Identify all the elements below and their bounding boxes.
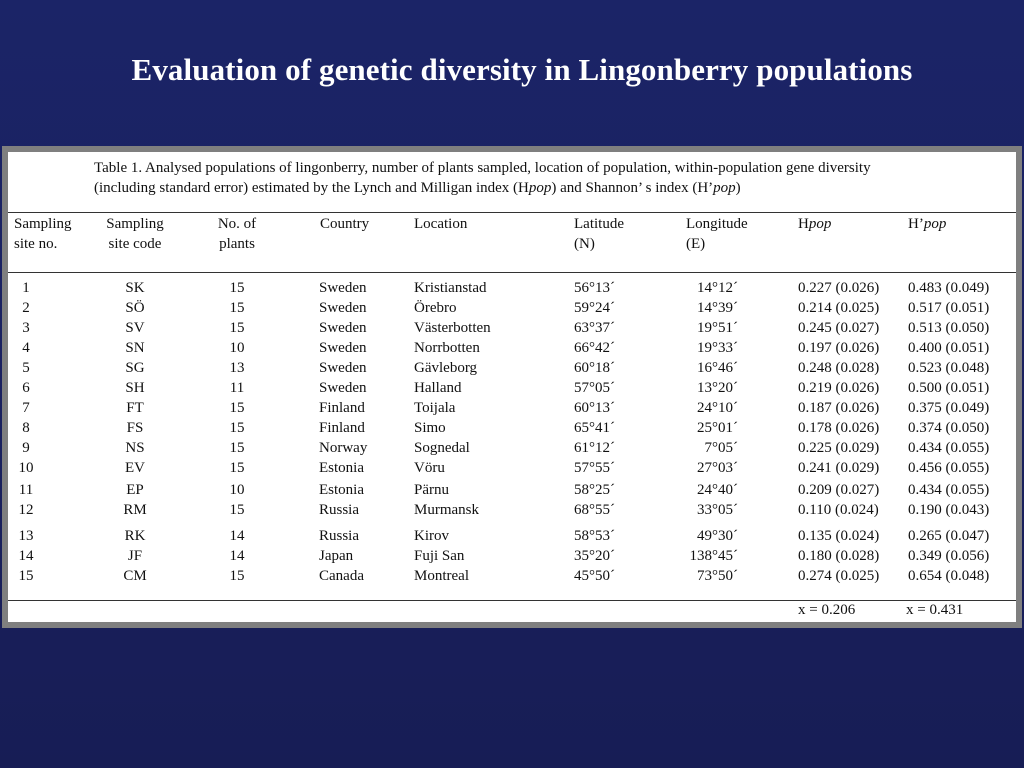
cell-location: Sognedal	[414, 440, 470, 456]
cell-hpop: 0.227 (0.026)	[798, 280, 880, 296]
cell-country: Finland	[319, 400, 365, 416]
header-site-no	[14, 214, 72, 254]
cell-latitude: 66°42´	[574, 340, 615, 356]
header-latitude	[574, 214, 624, 254]
slide-title: Evaluation of genetic diversity in Lingonberry populations	[131, 52, 913, 87]
cell-plants: 15	[229, 400, 245, 416]
cell-latitude: 61°12´	[574, 440, 615, 456]
cell-latitude: 57°05´	[574, 380, 615, 396]
cell-latitude: 63°37´	[574, 320, 615, 336]
caption-italic: pop	[528, 180, 552, 196]
mean-hpop: x = 0.206	[798, 602, 856, 618]
cell-site-code: SN	[125, 340, 145, 356]
cell-site-no: 3	[22, 320, 30, 336]
cell-hpop: 0.214 (0.025)	[798, 300, 880, 316]
cell-longitude: 19°33´	[697, 340, 738, 356]
cell-hpop: 0.110 (0.024)	[798, 502, 879, 518]
cell-site-no: 15	[18, 568, 34, 584]
cell-latitude: 68°55´	[574, 502, 615, 518]
cell-hpop: 0.209 (0.027)	[798, 482, 880, 498]
cell-plants: 15	[229, 300, 245, 316]
cell-longitude: 138°45´	[689, 548, 738, 564]
cell-longitude: 73°50´	[697, 568, 738, 584]
cell-site-code: JF	[127, 548, 143, 564]
header-country	[320, 214, 369, 234]
cell-hpop: 0.219 (0.026)	[798, 380, 880, 396]
cell-country: Japan	[319, 548, 354, 564]
cell-country: Sweden	[319, 380, 367, 396]
cell-longitude: 16°46´	[697, 360, 738, 376]
cell-hpop-shannon: 0.434 (0.055)	[908, 440, 990, 456]
cell-location: Montreal	[414, 568, 469, 584]
cell-site-code: FS	[126, 420, 144, 436]
header-bottom-rule	[8, 272, 1016, 273]
cell-site-code: RK	[124, 528, 146, 544]
cell-latitude: 35°20´	[574, 548, 615, 564]
cell-hpop-shannon: 0.190 (0.043)	[908, 502, 990, 518]
cell-hpop: 0.178 (0.026)	[798, 420, 880, 436]
header-longitude	[686, 214, 748, 254]
cell-site-code: FT	[126, 400, 144, 416]
header-text: (E)	[686, 236, 706, 252]
cell-latitude: 65°41´	[574, 420, 615, 436]
table-frame	[2, 146, 1022, 628]
cell-location: Murmansk	[414, 502, 479, 518]
cell-hpop: 0.180 (0.028)	[798, 548, 880, 564]
cell-country: Norway	[319, 440, 368, 456]
cell-latitude: 57°55´	[574, 460, 615, 476]
cell-hpop: 0.187 (0.026)	[798, 400, 880, 416]
header-text	[798, 214, 831, 234]
cell-hpop-shannon: 0.374 (0.050)	[908, 420, 990, 436]
cell-location: Fuji San	[414, 548, 465, 564]
cell-longitude: 13°20´	[697, 380, 738, 396]
caption-line-1: Table 1. Analysed populations of lingonberry, number of plants sampled, location of population, within-population gene diversity	[94, 160, 871, 176]
cell-plants: 11	[229, 380, 245, 396]
cell-latitude: 45°50´	[574, 568, 615, 584]
header-text: Country	[320, 216, 370, 232]
cell-plants: 15	[229, 420, 245, 436]
cell-country: Sweden	[319, 320, 367, 336]
caption-italic: pop	[713, 180, 736, 196]
cell-plants: 15	[229, 460, 245, 476]
cell-longitude: 27°03´	[697, 460, 738, 476]
cell-hpop: 0.197 (0.026)	[798, 340, 880, 356]
table-bottom-rule	[8, 600, 1016, 601]
cell-country: Sweden	[319, 340, 367, 356]
header-text: (N)	[574, 236, 595, 252]
cell-site-code: SG	[125, 360, 145, 376]
cell-longitude: 19°51´	[697, 320, 738, 336]
header-plants	[196, 214, 278, 254]
cell-site-code: SK	[125, 280, 145, 296]
cell-plants: 10	[229, 482, 245, 498]
caption-text: (including standard error) estimated by the Lynch and Milligan index (H	[94, 180, 529, 196]
cell-plants: 14	[229, 528, 245, 544]
header-text: plants	[219, 236, 255, 252]
header-text: H’	[908, 216, 924, 232]
cell-hpop-shannon: 0.375 (0.049)	[908, 400, 990, 416]
header-text: Longitude	[686, 216, 748, 232]
cell-hpop-shannon: 0.265 (0.047)	[908, 528, 990, 544]
header-text: Location	[414, 216, 468, 232]
cell-site-code: SÖ	[125, 300, 145, 316]
header-text: No. of	[217, 216, 257, 232]
caption-line-2	[94, 178, 1004, 198]
cell-longitude: 7°05´	[704, 440, 738, 456]
cell-location: Simo	[414, 420, 446, 436]
cell-latitude: 58°25´	[574, 482, 615, 498]
cell-location: Pärnu	[414, 482, 449, 498]
cell-site-code: NS	[125, 440, 145, 456]
cell-hpop-shannon: 0.456 (0.055)	[908, 460, 990, 476]
cell-country: Russia	[319, 528, 360, 544]
cell-site-code: CM	[123, 568, 147, 584]
cell-site-code: EV	[125, 460, 145, 476]
cell-site-no: 12	[18, 502, 34, 518]
cell-site-no: 9	[22, 440, 30, 456]
cell-latitude: 60°13´	[574, 400, 615, 416]
cell-site-code: EP	[126, 482, 144, 498]
cell-plants: 15	[229, 440, 245, 456]
header-text	[908, 214, 946, 234]
cell-latitude: 58°53´	[574, 528, 615, 544]
header-text: site code	[108, 236, 162, 252]
cell-country: Estonia	[319, 460, 364, 476]
cell-location: Västerbotten	[414, 320, 491, 336]
cell-site-no: 1	[22, 280, 30, 296]
table-caption	[94, 158, 1004, 198]
table-panel	[8, 152, 1016, 622]
cell-hpop-shannon: 0.523 (0.048)	[908, 360, 990, 376]
cell-plants: 13	[229, 360, 245, 376]
header-italic: pop	[808, 216, 832, 232]
cell-site-no: 10	[18, 460, 34, 476]
cell-location: Toijala	[414, 400, 456, 416]
mean-hpop-shannon: x = 0.431	[906, 602, 964, 618]
cell-country: Russia	[319, 502, 360, 518]
cell-longitude: 25°01´	[697, 420, 738, 436]
cell-site-no: 6	[22, 380, 30, 396]
header-site-code	[94, 214, 176, 254]
cell-country: Finland	[319, 420, 365, 436]
header-italic: pop	[923, 216, 947, 232]
header-text: site no.	[14, 236, 58, 252]
cell-site-no: 2	[22, 300, 30, 316]
cell-plants: 15	[229, 568, 245, 584]
cell-longitude: 24°10´	[697, 400, 738, 416]
header-text: Latitude	[574, 216, 624, 232]
cell-site-no: 11	[18, 482, 34, 498]
cell-latitude: 59°24´	[574, 300, 615, 316]
cell-location: Halland	[414, 380, 462, 396]
cell-hpop-shannon: 0.654 (0.048)	[908, 568, 990, 584]
cell-hpop-shannon: 0.400 (0.051)	[908, 340, 990, 356]
cell-plants: 14	[229, 548, 245, 564]
cell-longitude: 14°12´	[697, 280, 738, 296]
cell-location: Gävleborg	[414, 360, 478, 376]
cell-longitude: 24°40´	[697, 482, 738, 498]
cell-plants: 15	[229, 502, 245, 518]
header-hpop	[798, 214, 831, 234]
header-location	[414, 214, 467, 234]
cell-site-code: SH	[125, 380, 145, 396]
cell-hpop-shannon: 0.349 (0.056)	[908, 548, 990, 564]
cell-hpop: 0.241 (0.029)	[798, 460, 880, 476]
header-top-rule	[8, 212, 1016, 213]
cell-site-no: 14	[18, 548, 34, 564]
cell-site-no: 8	[22, 420, 30, 436]
header-hpop-shannon	[908, 214, 946, 234]
cell-site-code: RM	[123, 502, 147, 518]
cell-site-no: 13	[18, 528, 34, 544]
cell-hpop-shannon: 0.517 (0.051)	[908, 300, 990, 316]
cell-hpop-shannon: 0.513 (0.050)	[908, 320, 990, 336]
cell-longitude: 14°39´	[697, 300, 738, 316]
cell-country: Estonia	[319, 482, 364, 498]
cell-location: Örebro	[414, 300, 457, 316]
header-text: Sampling	[14, 216, 72, 232]
cell-hpop-shannon: 0.483 (0.049)	[908, 280, 990, 296]
cell-hpop: 0.135 (0.024)	[798, 528, 880, 544]
cell-latitude: 56°13´	[574, 280, 615, 296]
cell-hpop-shannon: 0.434 (0.055)	[908, 482, 990, 498]
cell-country: Sweden	[319, 280, 367, 296]
cell-site-no: 7	[22, 400, 30, 416]
cell-hpop: 0.274 (0.025)	[798, 568, 880, 584]
cell-plants: 15	[229, 280, 245, 296]
cell-hpop: 0.245 (0.027)	[798, 320, 880, 336]
cell-hpop: 0.225 (0.029)	[798, 440, 880, 456]
cell-site-no: 4	[22, 340, 30, 356]
header-text: Sampling	[106, 216, 164, 232]
cell-site-code: SV	[125, 320, 145, 336]
cell-location: Norrbotten	[414, 340, 480, 356]
cell-location: Kirov	[414, 528, 449, 544]
cell-hpop: 0.248 (0.028)	[798, 360, 880, 376]
cell-longitude: 33°05´	[697, 502, 738, 518]
header-text: H	[798, 216, 809, 232]
cell-plants: 15	[229, 320, 245, 336]
cell-latitude: 60°18´	[574, 360, 615, 376]
caption-text: )	[735, 180, 741, 196]
cell-site-no: 5	[22, 360, 30, 376]
cell-hpop-shannon: 0.500 (0.051)	[908, 380, 990, 396]
caption-text: ) and Shannon’ s index (H’	[551, 180, 714, 196]
cell-country: Sweden	[319, 300, 367, 316]
cell-plants: 10	[229, 340, 245, 356]
cell-location: Vöru	[414, 460, 445, 476]
cell-country: Sweden	[319, 360, 367, 376]
cell-country: Canada	[319, 568, 364, 584]
cell-longitude: 49°30´	[697, 528, 738, 544]
cell-location: Kristianstad	[414, 280, 487, 296]
